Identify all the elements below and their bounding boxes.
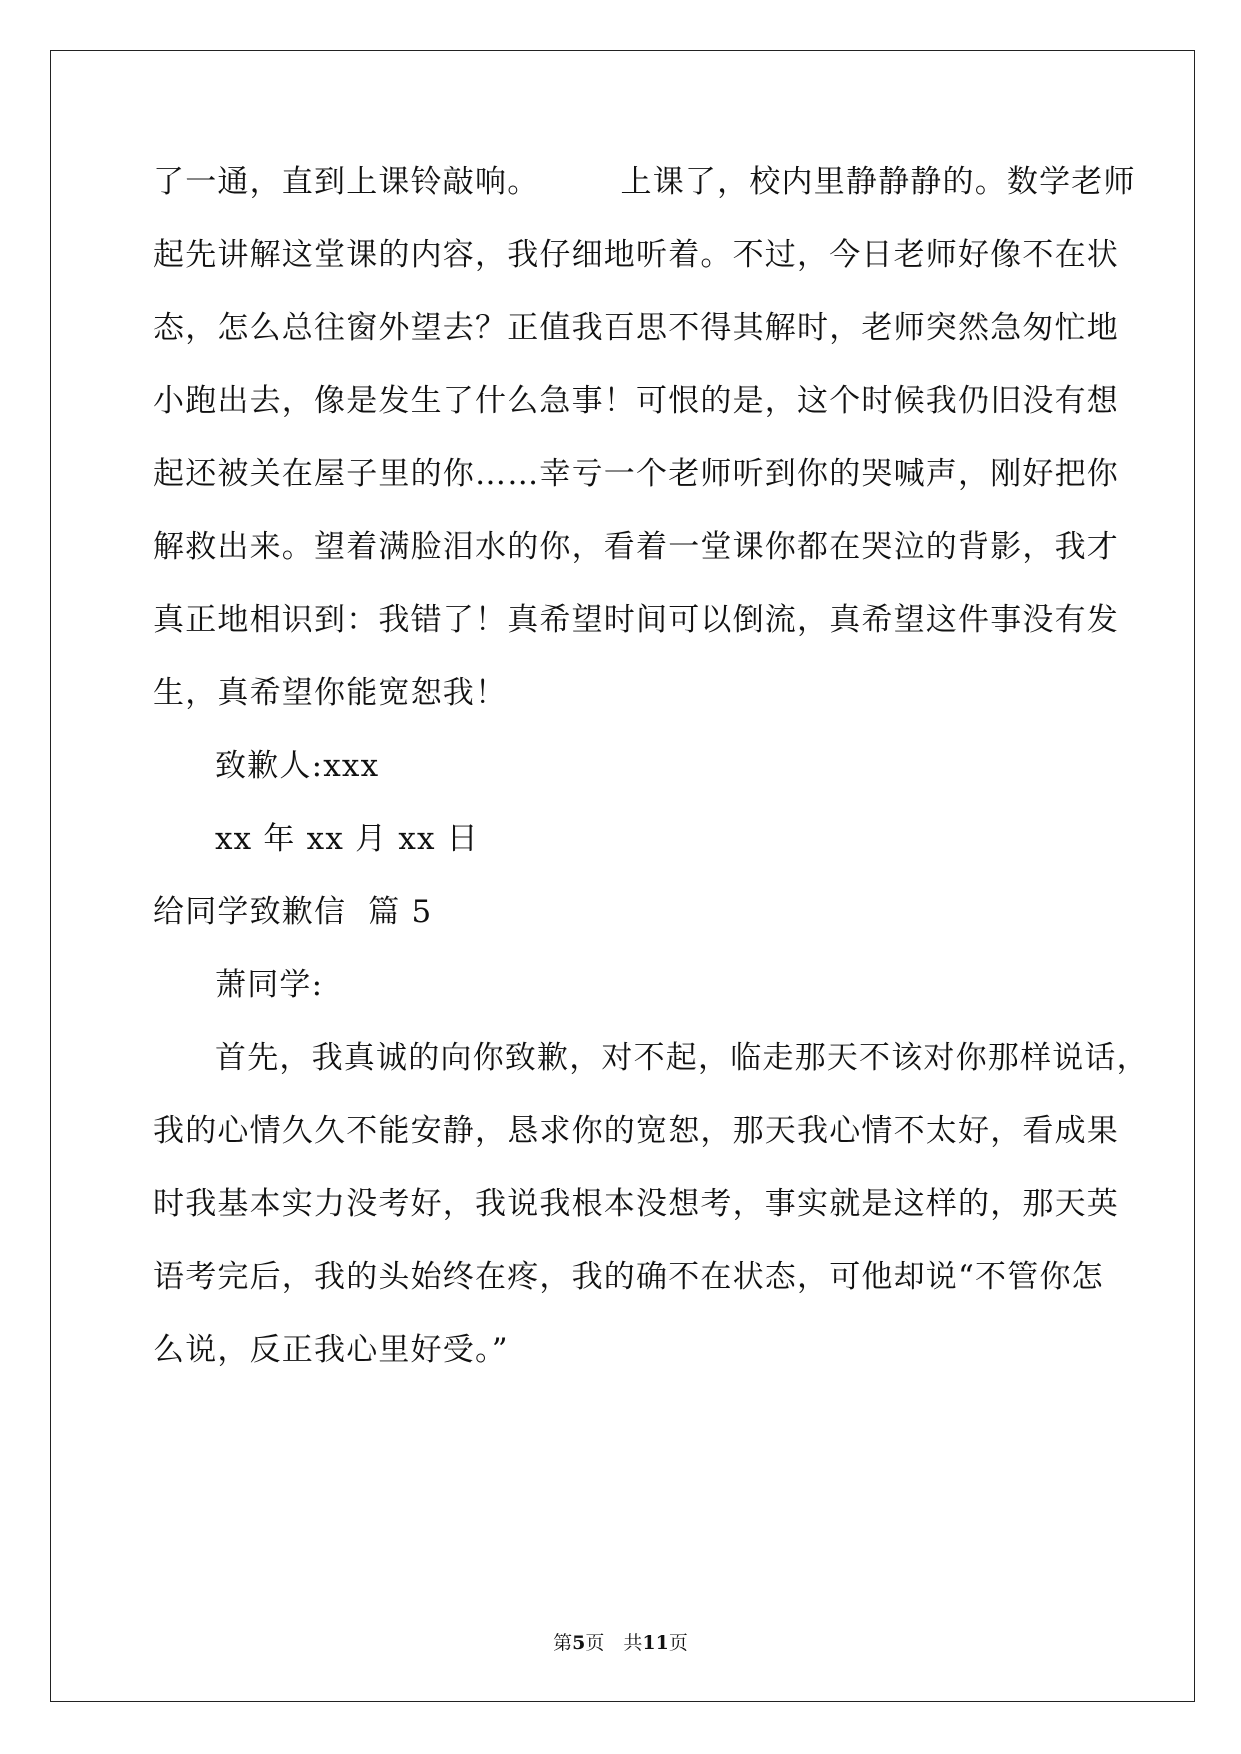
- footer-suffix: 页: [668, 1632, 688, 1654]
- page-number: 5: [572, 1632, 586, 1654]
- text-line: 解救出来。望着满脸泪水的你，看着一堂课你都在哭泣的背影，我才: [153, 529, 1119, 565]
- text-line: 么说，反正我心里好受。”: [153, 1332, 509, 1368]
- text-line: 真正地相识到：我错了！真希望时间可以倒流，真希望这件事没有发: [153, 602, 1119, 638]
- text-line: 生，真希望你能宽恕我！: [153, 675, 508, 711]
- page-border: [50, 50, 1195, 1702]
- total-pages: 11: [642, 1632, 669, 1654]
- text-line: 语考完后，我的头始终在疼，我的确不在状态，可他却说“不管你怎: [153, 1259, 1104, 1295]
- text-line: 我的心情久久不能安静，恳求你的宽恕，那天我心情不太好，看成果: [153, 1113, 1119, 1149]
- text-line: 小跑出去，像是发生了什么急事！可恨的是，这个时候我仍旧没有想: [153, 383, 1119, 419]
- text-line: 时我基本实力没考好，我说我根本没想考，事实就是这样的，那天英: [153, 1186, 1119, 1222]
- text-line: 起还被关在屋子里的你……幸亏一个老师听到你的哭喊声，刚好把你: [153, 456, 1119, 492]
- text-line: 起先讲解这堂课的内容，我仔细地听着。不过，今日老师好像不在状: [153, 237, 1119, 273]
- date-line: xx 年 xx 月 xx 日: [215, 821, 479, 857]
- text-line: 了一通，直到上课铃敲响。 上课了，校内里静静静的。数学老师: [153, 164, 1136, 200]
- text-line: 态，怎么总往窗外望去？正值我百思不得其解时，老师突然急匆忙地: [153, 310, 1119, 346]
- text-line: 首先，我真诚的向你致歉，对不起，临走那天不该对你那样说话，: [215, 1040, 1149, 1076]
- section-title: 给同学致歉信 篇 5: [153, 894, 433, 930]
- footer-prefix: 第: [553, 1632, 573, 1654]
- signer-line: 致歉人:xxx: [215, 748, 380, 784]
- footer-middle: 页 共: [585, 1632, 643, 1654]
- page-footer: [0, 1630, 1241, 1656]
- salutation: 萧同学:: [215, 967, 324, 1003]
